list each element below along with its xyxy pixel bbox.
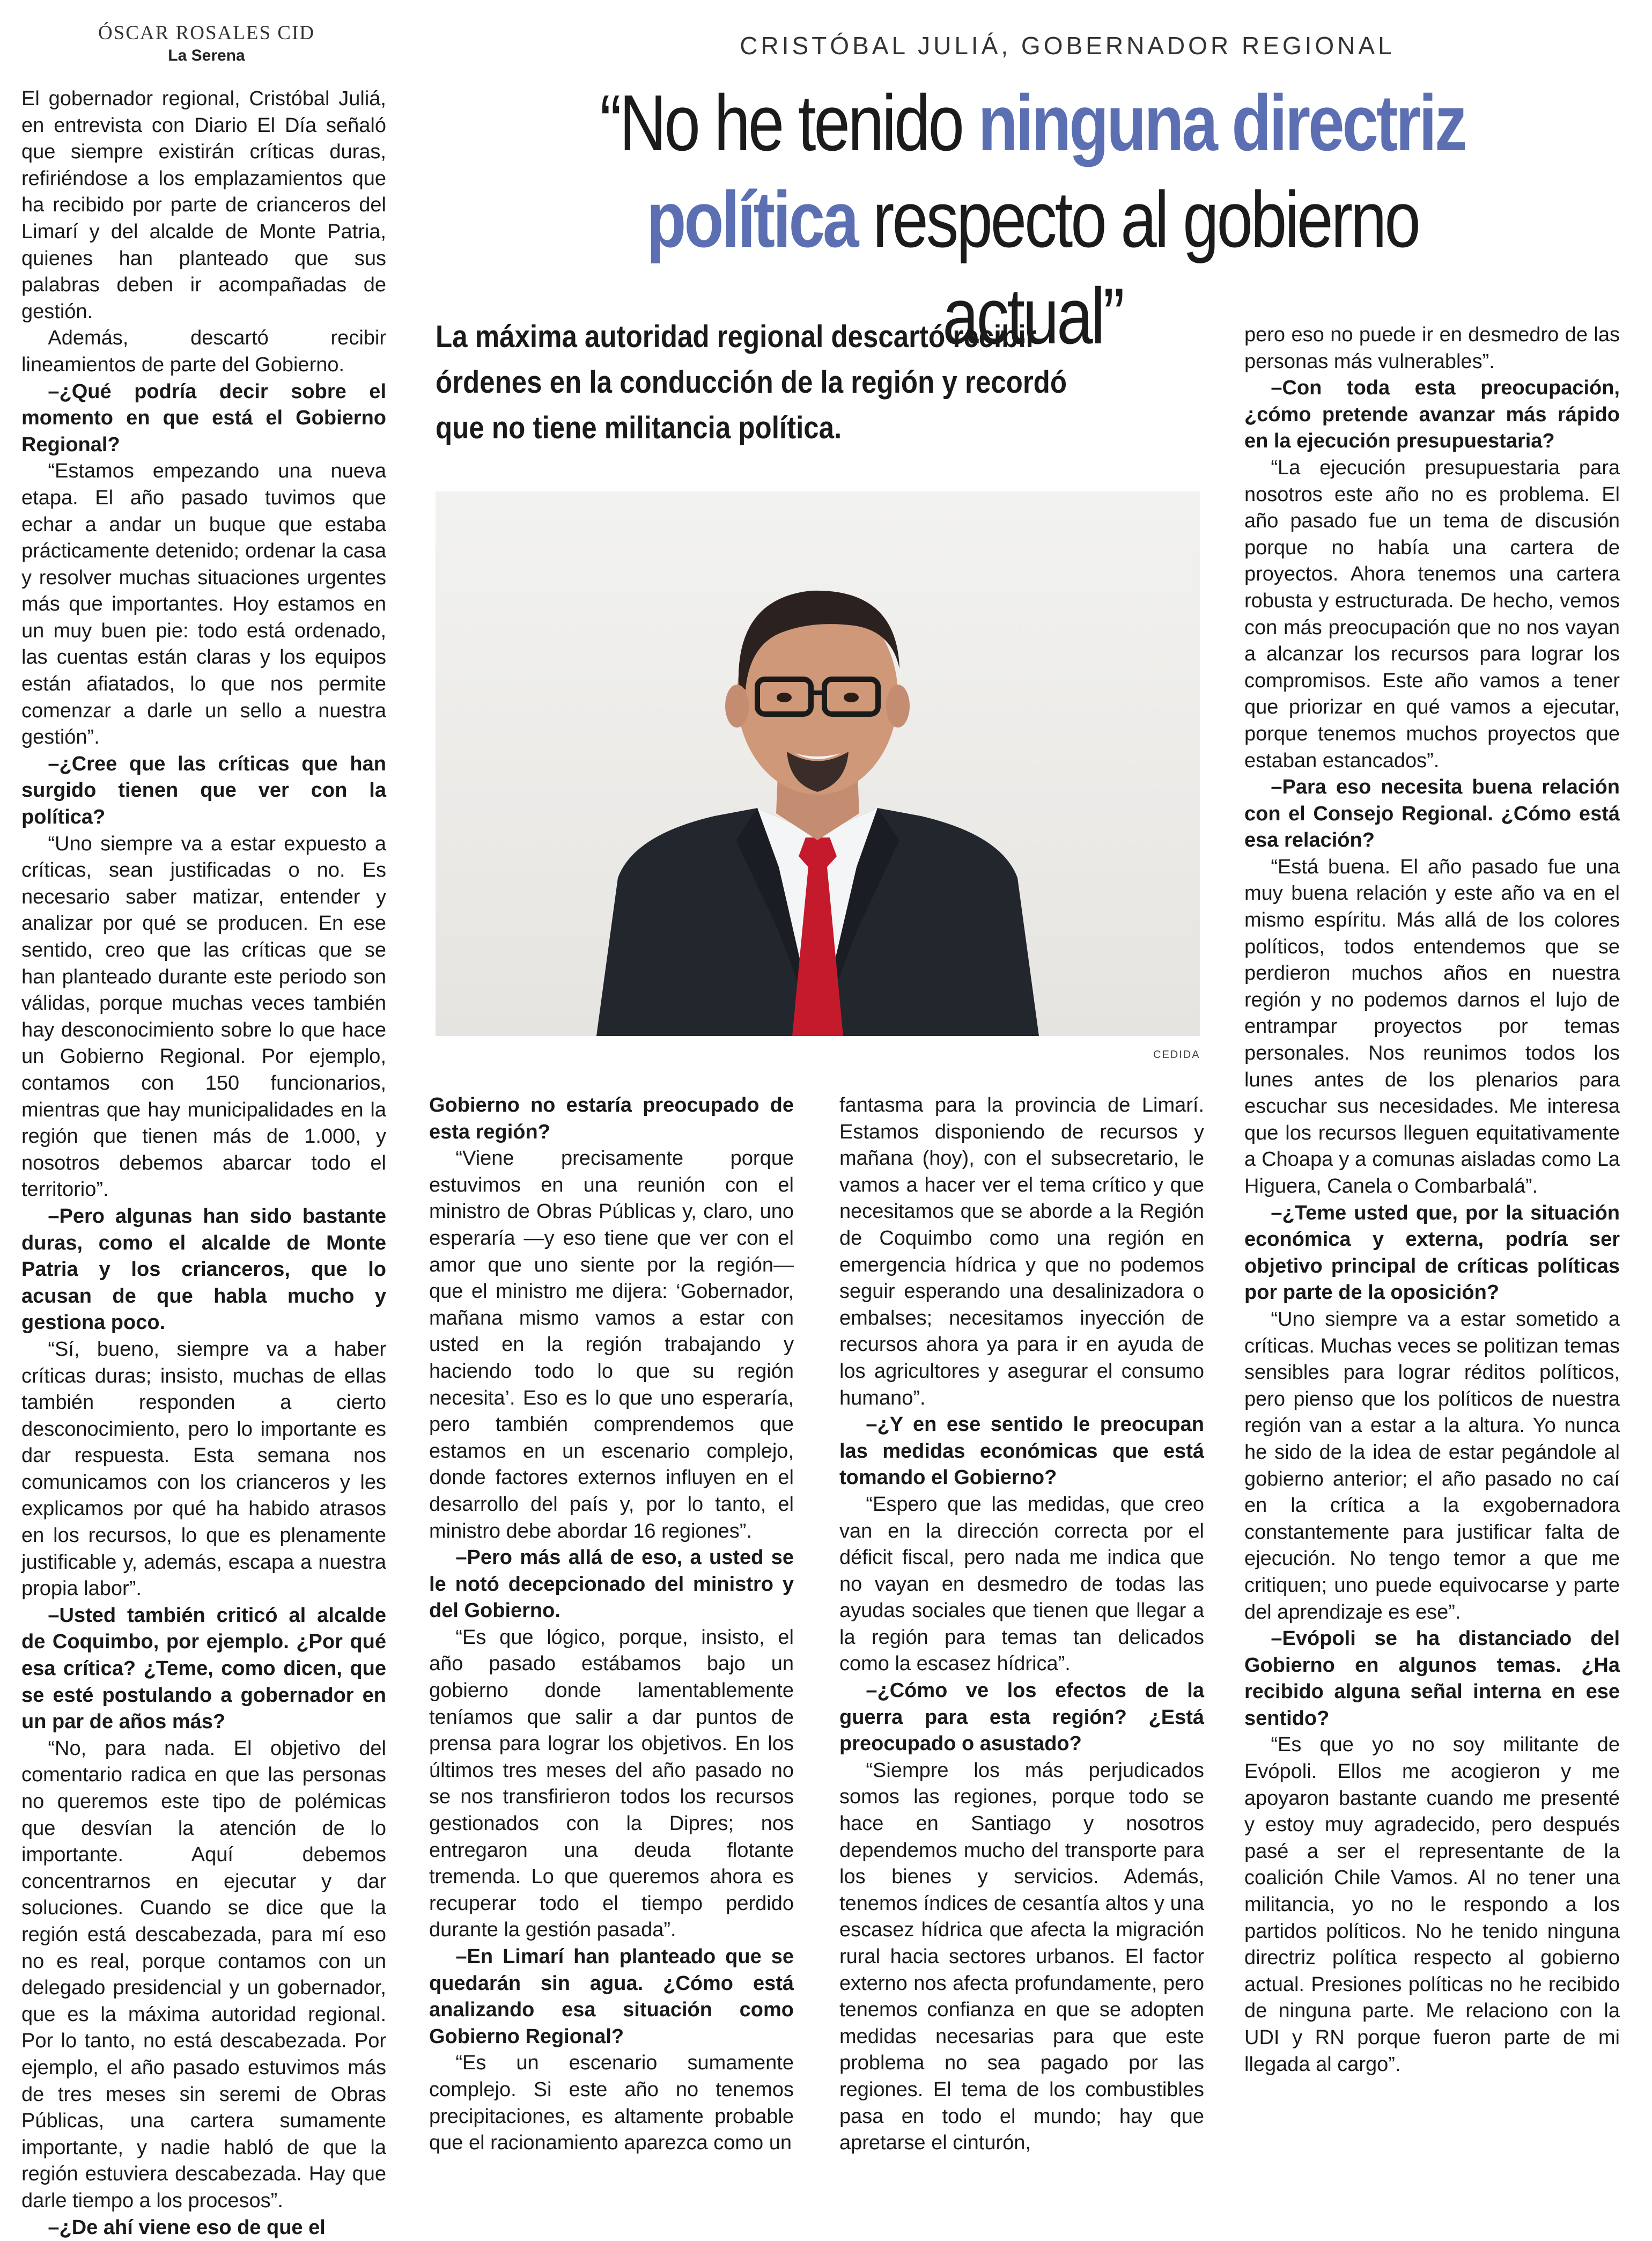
article-column-4 <box>1244 322 1620 2078</box>
portrait-photo <box>436 491 1200 1036</box>
article-column-1 <box>21 86 386 2241</box>
paragraph: fantasma para la provincia de Limarí. Estamos disponiendo de recursos y mañana (hoy), con el subsecretario, le vamos a hacer ver el tema crítico y que necesitamos que se aborde a la Región de Coquimbo como una región en emergencia hídrica y que no podemos seguir esperando una desalinizadora o embalses; necesitamos inyección de recursos ahora ya para ir en ayuda de los agricultores y asegurar el consumo humano”. <box>839 1092 1204 1412</box>
headline-part-1: “No he tenido <box>600 79 978 167</box>
paragraph: “Es un escenario sumamente complejo. Si este año no tenemos precipitaciones, es altamente probable que el racionamiento aparezca como un <box>429 2050 794 2156</box>
interview-question: –¿Teme usted que, por la situación económica y externa, podría ser objetivo principal de críticas políticas por parte de la oposición? <box>1244 1200 1620 1306</box>
headline-part-2: respecto al gobierno actual” <box>857 175 1418 361</box>
paragraph: “No, para nada. El objetivo del comentario radica en que las personas no queremos este tipo de polémicas que desvían la atención de lo importante. Aquí debemos concentrarnos en ejecutar y dar soluciones. Cuando se dice que la región está descabezada, para mí eso no es real, porque contamos con un delegado presidencial y un gobernador, que es la máxima autoridad regional. Por lo tanto, no está descabezada. Por ejemplo, el año pasado estuvimos más de tres meses sin seremi de Obras Públicas, una cartera sumamente importante, y nadie habló de que la región estuviera descabezada. Hay que darle tiempo a los procesos”. <box>21 1736 386 2215</box>
deck: La máxima autoridad regional descartó recibir órdenes en la conducción de la región y recordó que no tiene militancia política. <box>436 314 1106 451</box>
photo-credit: CEDIDA <box>1153 1049 1200 1061</box>
article-column-3 <box>839 1092 1204 2157</box>
author-location: La Serena <box>21 47 392 65</box>
headline-highlight-1: ninguna directriz <box>978 79 1465 167</box>
interview-question: –¿Y en ese sentido le preocupan las medidas económicas que está tomando el Gobierno? <box>839 1412 1204 1491</box>
interview-question: –¿Qué podría decir sobre el momento en que está el Gobierno Regional? <box>21 379 386 459</box>
paragraph: “Espero que las medidas, que creo van en la dirección correcta por el déficit fiscal, pero nada me indica que no vayan en desmedro de todas las ayudas sociales que tienen que llegar a la región para temas tan delicados como la escasez hídrica”. <box>839 1491 1204 1678</box>
byline <box>21 21 392 65</box>
interview-question: –Con toda esta preocupación, ¿cómo pretende avanzar más rápido en la ejecución presupuestaria? <box>1244 375 1620 455</box>
paragraph: “Es que yo no soy militante de Evópoli. Ellos me acogieron y me apoyaron bastante cuando me presenté y estoy muy agradecido, pero después pasé a ser el representante de la coalición Chile Vamos. Al no tener una militancia, yo no le respondo a los partidos políticos. No he tenido ninguna directriz política respecto al gobierno actual. Presiones políticas no he recibido de ninguna parte. Me relaciono con la UDI y RN porque fueron parte de mi llegada al cargo”. <box>1244 1732 1620 2078</box>
paragraph: “Está buena. El año pasado fue una muy buena relación y este año va en el mismo espíritu. Más allá de los colores políticos, todos entendemos que se perdieron muchos años en nuestra región y no podemos darnos el lujo de entrampar proyectos por temas personales. Nos reunimos todos los lunes antes de los plenarios para escuchar sus necesidades. Me interesa que los recursos lleguen equitativamente a Choapa y a comunas aisladas como La Higuera, Canela o Combarbalá”. <box>1244 854 1620 1200</box>
paragraph: pero eso no puede ir en desmedro de las personas más vulnerables”. <box>1244 322 1620 375</box>
author-name: ÓSCAR ROSALES CID <box>21 21 392 45</box>
paragraph: “Es que lógico, porque, insisto, el año pasado estábamos bajo un gobierno donde lamentablemente teníamos que salir a dar puntos de prensa para lograr los objetivos. En los últimos tres meses del año pasado no se nos transfirieron todos los recursos gestionados con la Dipres; nos entregaron una deuda flotante tremenda. Lo que queremos ahora es recuperar todo el tiempo perdido durante la gestión pasada”. <box>429 1625 794 1944</box>
interview-question: –Usted también criticó al alcalde de Coquimbo, por ejemplo. ¿Por qué esa crítica? ¿Teme, como dicen, que se esté postulando a gobernador en un par de años más? <box>21 1603 386 1736</box>
paragraph: “Sí, bueno, siempre va a haber críticas duras; insisto, muchas de ellas también responden a cierto desconocimiento, pero lo importante es dar respuesta. Esta semana nos comunicamos con los crianceros y les explicamos por qué ha habido atrasos en los recursos, lo que es plenamente justificable y, además, escapa a nuestra propia labor”. <box>21 1336 386 1603</box>
paragraph: “Uno siempre va a estar expuesto a críticas, sean justificadas o no. Es necesario saber matizar, entender y analizar por qué se producen. En ese sentido, creo que las críticas que se han planteado durante este periodo son válidas, porque muchas veces también hay desconocimiento sobre lo que hace un Gobierno Regional. Por ejemplo, contamos con 150 funcionarios, mientras que hay municipalidades en la región que tienen más de 1.000, y nosotros debemos abarcar todo el territorio”. <box>21 831 386 1203</box>
paragraph: “Estamos empezando una nueva etapa. El año pasado tuvimos que echar a andar un buque que estaba prácticamente detenido; ordenar la casa y resolver muchas situaciones urgentes más que importantes. Hoy estamos en un muy buen pie: todo está ordenado, las cuentas están claras y los equipos están afiatados, lo que nos permite comenzar a darle un sello a nuestra gestión”. <box>21 458 386 751</box>
headline-highlight-2: política <box>646 175 857 264</box>
interview-question: –Para eso necesita buena relación con el Consejo Regional. ¿Cómo está esa relación? <box>1244 774 1620 854</box>
paragraph: “Siempre los más perjudicados somos las regiones, porque todo se hace en Santiago y nosotros dependemos mucho del transporte para los bienes y servicios. Además, tenemos índices de cesantía altos y una escasez hídrica que afecta la migración rural hacia sectores urbanos. El factor externo nos afecta profundamente, pero tenemos confianza en que se adopten medidas necesarias para que este problema no sea pagado por las regiones. El tema de los combustibles pasa en todo el mundo; hay que apretarse el cinturón, <box>839 1758 1204 2157</box>
paragraph: Además, descartó recibir lineamientos de parte del Gobierno. <box>21 325 386 378</box>
paragraph: “La ejecución presupuestaria para nosotros este año no es problema. El año pasado fue un tema de discusión porque no había una cartera de proyectos. Ahora tenemos una cartera robusta y estructurada. De hecho, vemos con más preocupación que no nos vayan a alcanzar los recursos para lograr los compromisos. Este año vamos a tener que priorizar en qué vamos a ejecutar, porque tenemos muchos proyectos que estaban estancados”. <box>1244 455 1620 774</box>
paragraph: El gobernador regional, Cristóbal Juliá, en entrevista con Diario El Día señaló que siempre existirán críticas duras, refiriéndose a los emplazamientos que ha recibido por parte de crianceros del Limarí y del alcalde de Monte Patria, quienes han planteado que sus palabras deben ir acompañadas de gestión. <box>21 86 386 325</box>
portrait-illustration <box>436 491 1200 1036</box>
paragraph: “Viene precisamente porque estuvimos en una reunión con el ministro de Obras Públicas y, claro, uno esperaría —y eso tiene que ver con el amor que uno siente por la región— que el ministro me dijera: ‘Gobernador, mañana mismo vamos a estar con usted en la región trabajando y haciendo todo lo que su región necesita’. Eso es lo que uno esperaría, pero también comprendemos que estamos en un escenario complejo, donde factores externos influyen en el desarrollo del país y, por lo tanto, el ministro debe abordar 16 regiones”. <box>429 1145 794 1545</box>
kicker: CRISTÓBAL JULIÁ, GOBERNADOR REGIONAL <box>536 31 1598 60</box>
interview-question: –¿Cree que las críticas que han surgido tienen que ver con la política? <box>21 751 386 831</box>
interview-question: –Pero algunas han sido bastante duras, como el alcalde de Monte Patria y los crianceros, que lo acusan de que habla mucho y gestiona poco. <box>21 1203 386 1336</box>
interview-question: –¿Cómo ve los efectos de la guerra para esta región? ¿Está preocupado o asustado? <box>839 1678 1204 1758</box>
interview-question: –En Limarí han planteado que se quedarán sin agua. ¿Cómo está analizando esa situación como Gobierno Regional? <box>429 1944 794 2050</box>
interview-question: Gobierno no estaría preocupado de esta región? <box>429 1092 794 1145</box>
interview-question: –Pero más allá de eso, a usted se le notó decepcionado del ministro y del Gobierno. <box>429 1545 794 1625</box>
paragraph: “Uno siempre va a estar sometido a críticas. Muchas veces se politizan temas sensibles para lograr réditos políticos, pero pienso que los políticos de nuestra región van a estar a la altura. Yo nunca he sido de la idea de estar pegándole al gobierno anterior; el año pasado no caí en la crítica a la exgobernadora constantemente para justificar falta de ejecución. No tengo temor a que me critiquen; uno puede equivocarse y parte del aprendizaje es ese”. <box>1244 1306 1620 1626</box>
interview-question: –Evópoli se ha distanciado del Gobierno en algunos temas. ¿Ha recibido alguna señal interna en ese sentido? <box>1244 1626 1620 1732</box>
interview-question: –¿De ahí viene eso de que el <box>21 2215 386 2241</box>
article-column-2 <box>429 1092 794 2157</box>
